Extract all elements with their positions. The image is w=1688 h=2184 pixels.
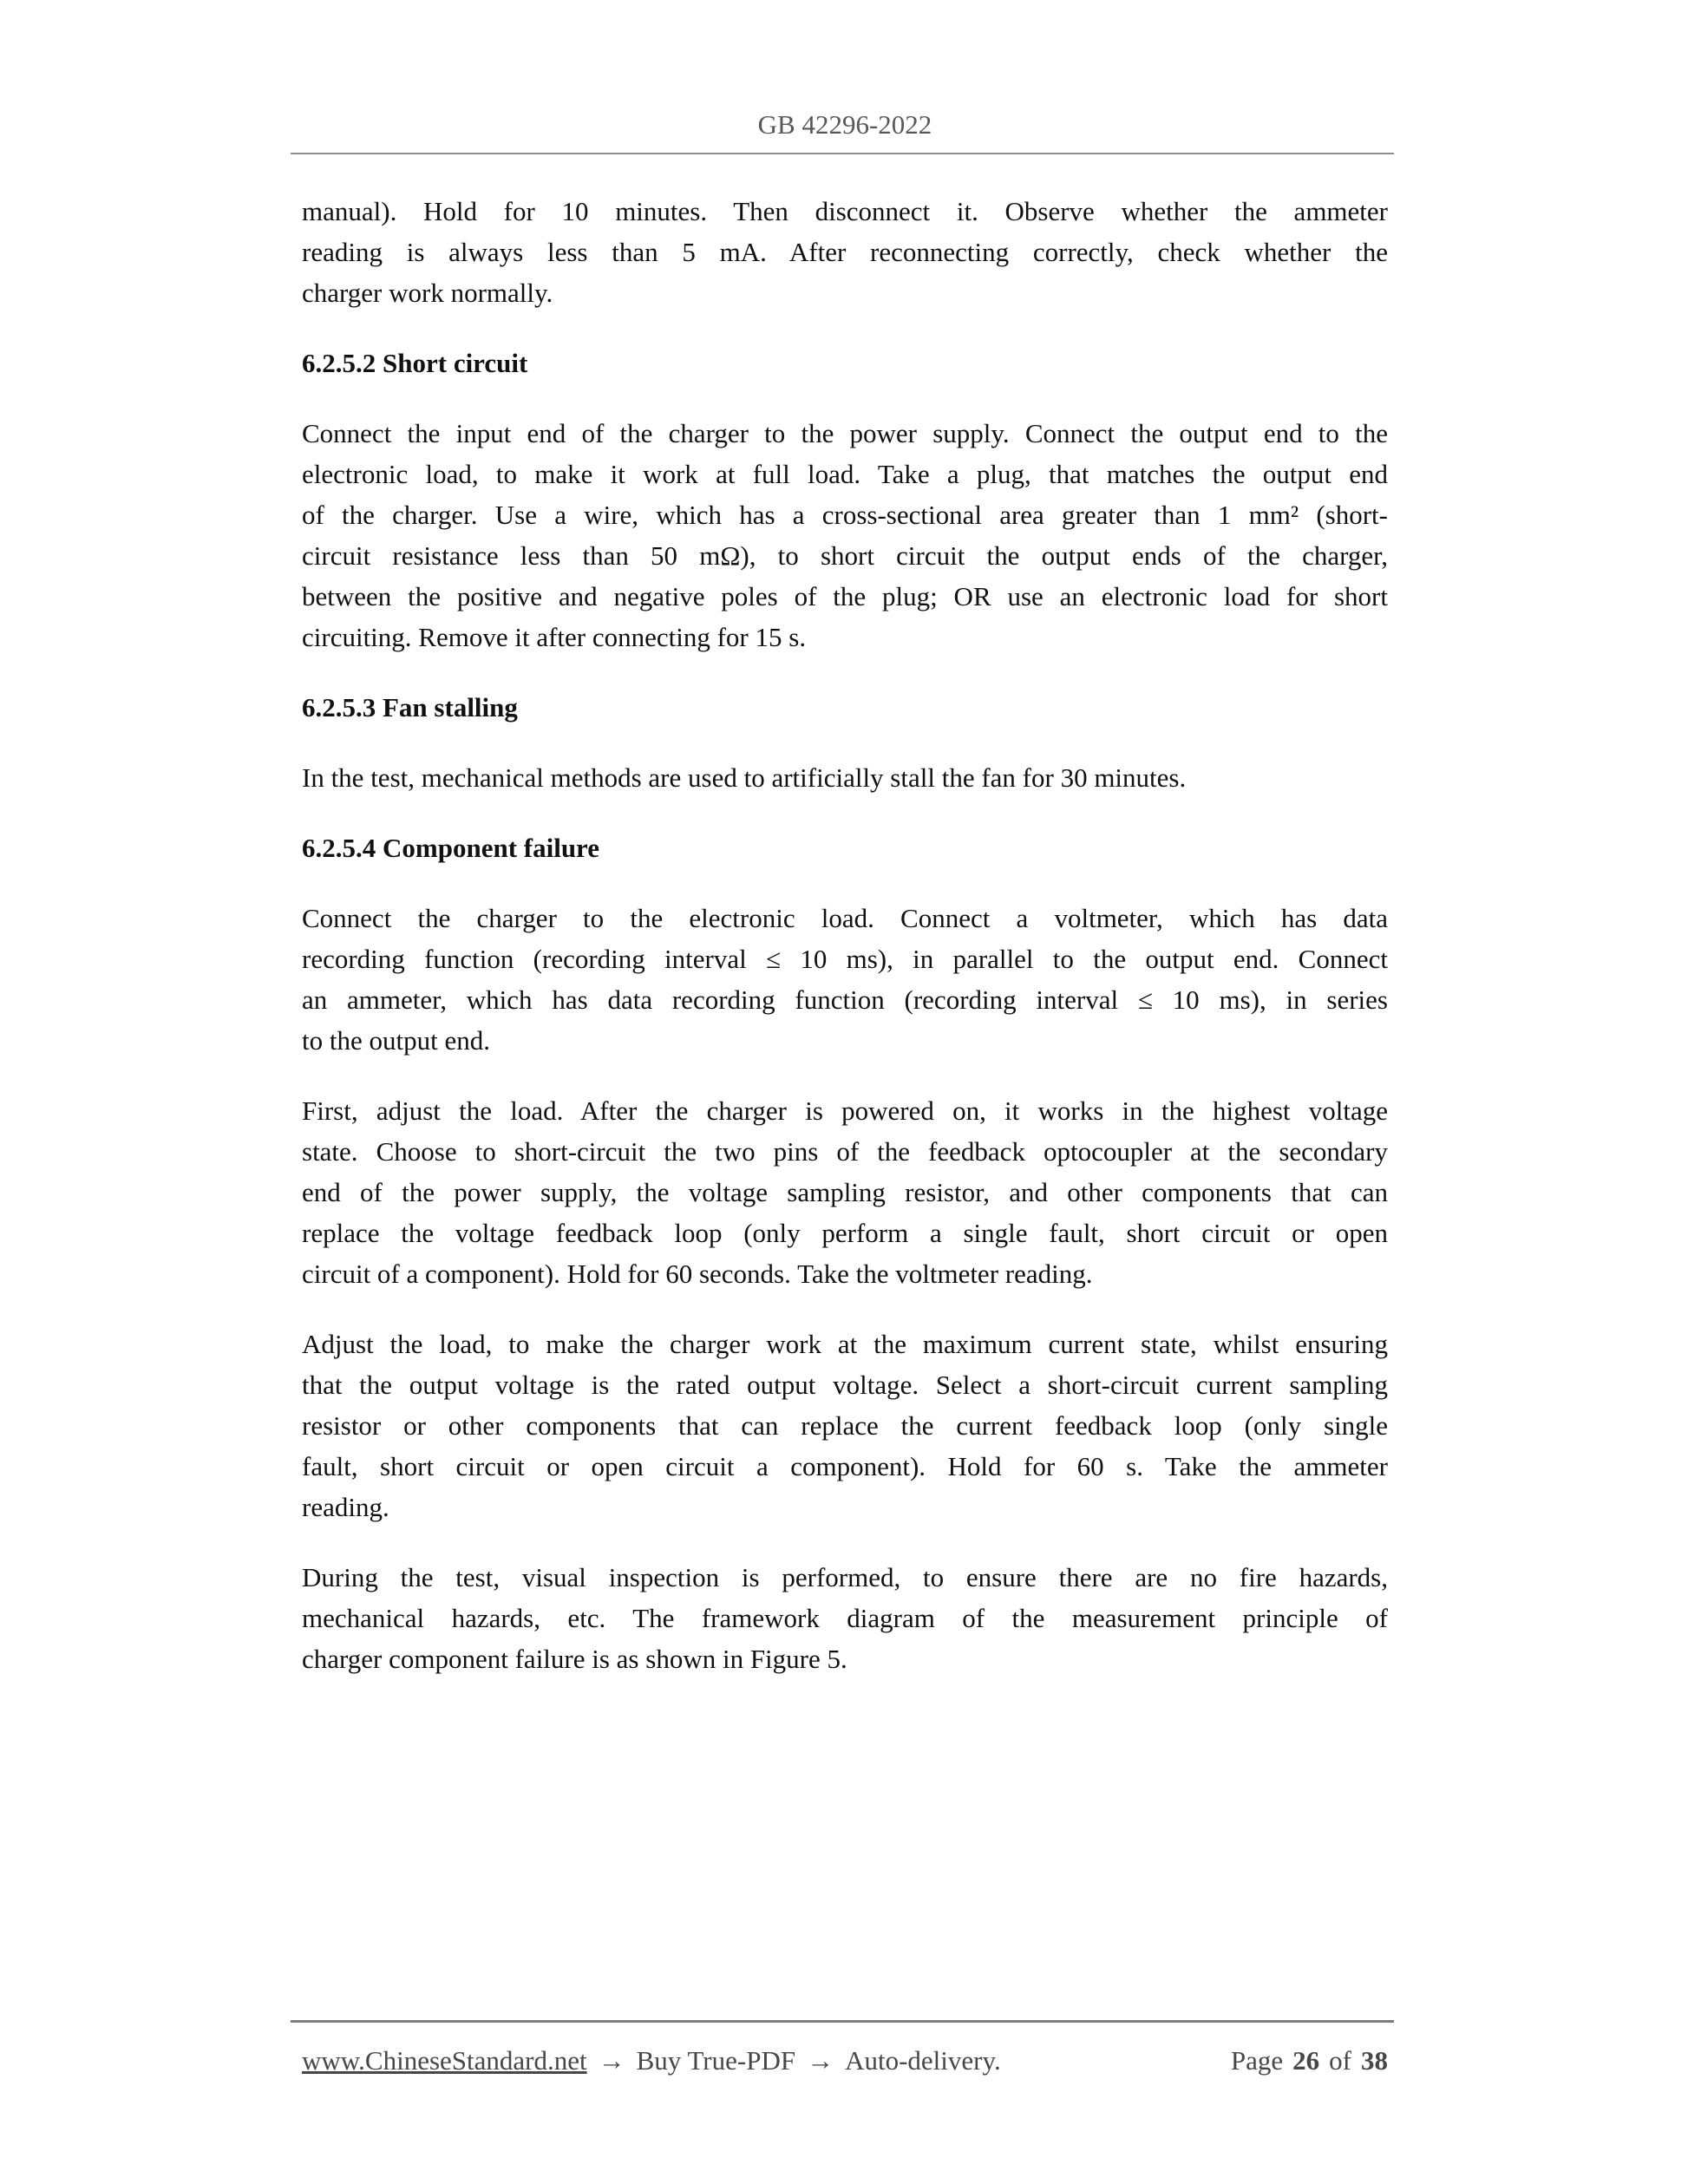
- text-line: circuit of a component). Hold for 60 seconds. Take the voltmeter reading.: [302, 1259, 1093, 1289]
- text-line: charger component failure is as shown in Figure 5.: [302, 1644, 847, 1674]
- footer-rule: [291, 2020, 1394, 2023]
- paragraph-component-failure-setup: [302, 898, 1388, 1061]
- text-line: fault, short circuit or open circuit a component). Hold for 60 s. Take the ammeter: [302, 1451, 1388, 1481]
- section-heading-short-circuit: 6.2.5.2 Short circuit: [302, 348, 528, 378]
- text-line: end of the power supply, the voltage sampling resistor, and other components that can: [302, 1177, 1388, 1207]
- paragraph-continued: [302, 191, 1388, 313]
- text-line: During the test, visual inspection is performed, to ensure there are no fire hazards,: [302, 1562, 1388, 1592]
- text-line: between the positive and negative poles of the plug; OR use an electronic load for short: [302, 581, 1388, 611]
- paragraph-voltage-test: [302, 1090, 1388, 1294]
- text-line: mechanical hazards, etc. The framework diagram of the measurement principle of: [302, 1603, 1388, 1633]
- text-line: to the output end.: [302, 1025, 490, 1056]
- footer-source-line: [302, 2043, 1001, 2078]
- document-body: [302, 191, 1388, 1709]
- text-line: an ammeter, which has data recording function (recording interval ≤ 10 ms), in series: [302, 984, 1388, 1015]
- text-line: electronic load, to make it work at full load. Take a plug, that matches the output end: [302, 459, 1388, 489]
- footer-page-indicator: [1231, 2043, 1388, 2078]
- footer-page-current: 26: [1292, 2045, 1320, 2076]
- page-footer: [302, 2043, 1388, 2078]
- arrow-right-icon: →: [598, 2045, 625, 2076]
- text-line: First, adjust the load. After the charger is powered on, it works in the highest voltage: [302, 1095, 1388, 1126]
- text-line: In the test, mechanical methods are used to artificially stall the fan for 30 minutes.: [302, 762, 1187, 793]
- text-line: circuiting. Remove it after connecting for 15 s.: [302, 622, 807, 652]
- section-heading-component-failure: 6.2.5.4 Component failure: [302, 833, 600, 863]
- footer-buy-label: Buy True-PDF: [636, 2045, 796, 2076]
- text-line: manual). Hold for 10 minutes. Then disconnect it. Observe whether the ammeter: [302, 196, 1388, 226]
- text-line: circuit resistance less than 50 mΩ), to short circuit the output ends of the charger,: [302, 540, 1388, 571]
- paragraph-short-circuit: [302, 413, 1388, 657]
- footer-page-of: of: [1329, 2045, 1351, 2076]
- paragraph-current-test: [302, 1324, 1388, 1527]
- paragraph-fan-stalling: [302, 757, 1388, 798]
- text-line: reading.: [302, 1492, 389, 1522]
- text-line: charger work normally.: [302, 278, 553, 308]
- text-line: replace the voltage feedback loop (only perform a single fault, short circuit or open: [302, 1218, 1388, 1248]
- text-line: recording function (recording interval ≤ 10 ms), in parallel to the output end. Connect: [302, 944, 1388, 974]
- text-line: Adjust the load, to make the charger work at the maximum current state, whilst ensuring: [302, 1329, 1388, 1359]
- paragraph-visual-inspection: [302, 1557, 1388, 1679]
- document-number: GB 42296-2022: [757, 109, 932, 140]
- footer-page-total: 38: [1361, 2045, 1388, 2076]
- footer-page-label: Page: [1230, 2045, 1284, 2076]
- footer-delivery-label: Auto-delivery.: [845, 2045, 1001, 2076]
- section-heading-fan-stalling: 6.2.5.3 Fan stalling: [302, 692, 518, 723]
- text-line: that the output voltage is the rated output voltage. Select a short-circuit current sampling: [302, 1370, 1388, 1400]
- text-line: resistor or other components that can replace the current feedback loop (only single: [302, 1410, 1388, 1441]
- text-line: reading is always less than 5 mA. After reconnecting correctly, check whether the: [302, 237, 1388, 267]
- header-rule: [291, 153, 1394, 154]
- arrow-right-icon: →: [807, 2045, 834, 2076]
- text-line: of the charger. Use a wire, which has a cross-sectional area greater than 1 mm² (short-: [302, 500, 1388, 530]
- footer-website-link[interactable]: www.ChineseStandard.net: [302, 2045, 587, 2076]
- text-line: state. Choose to short-circuit the two pins of the feedback optocoupler at the secondary: [302, 1136, 1388, 1167]
- text-line: Connect the charger to the electronic load. Connect a voltmeter, which has data: [302, 903, 1388, 933]
- text-line: Connect the input end of the charger to the power supply. Connect the output end to the: [302, 418, 1388, 448]
